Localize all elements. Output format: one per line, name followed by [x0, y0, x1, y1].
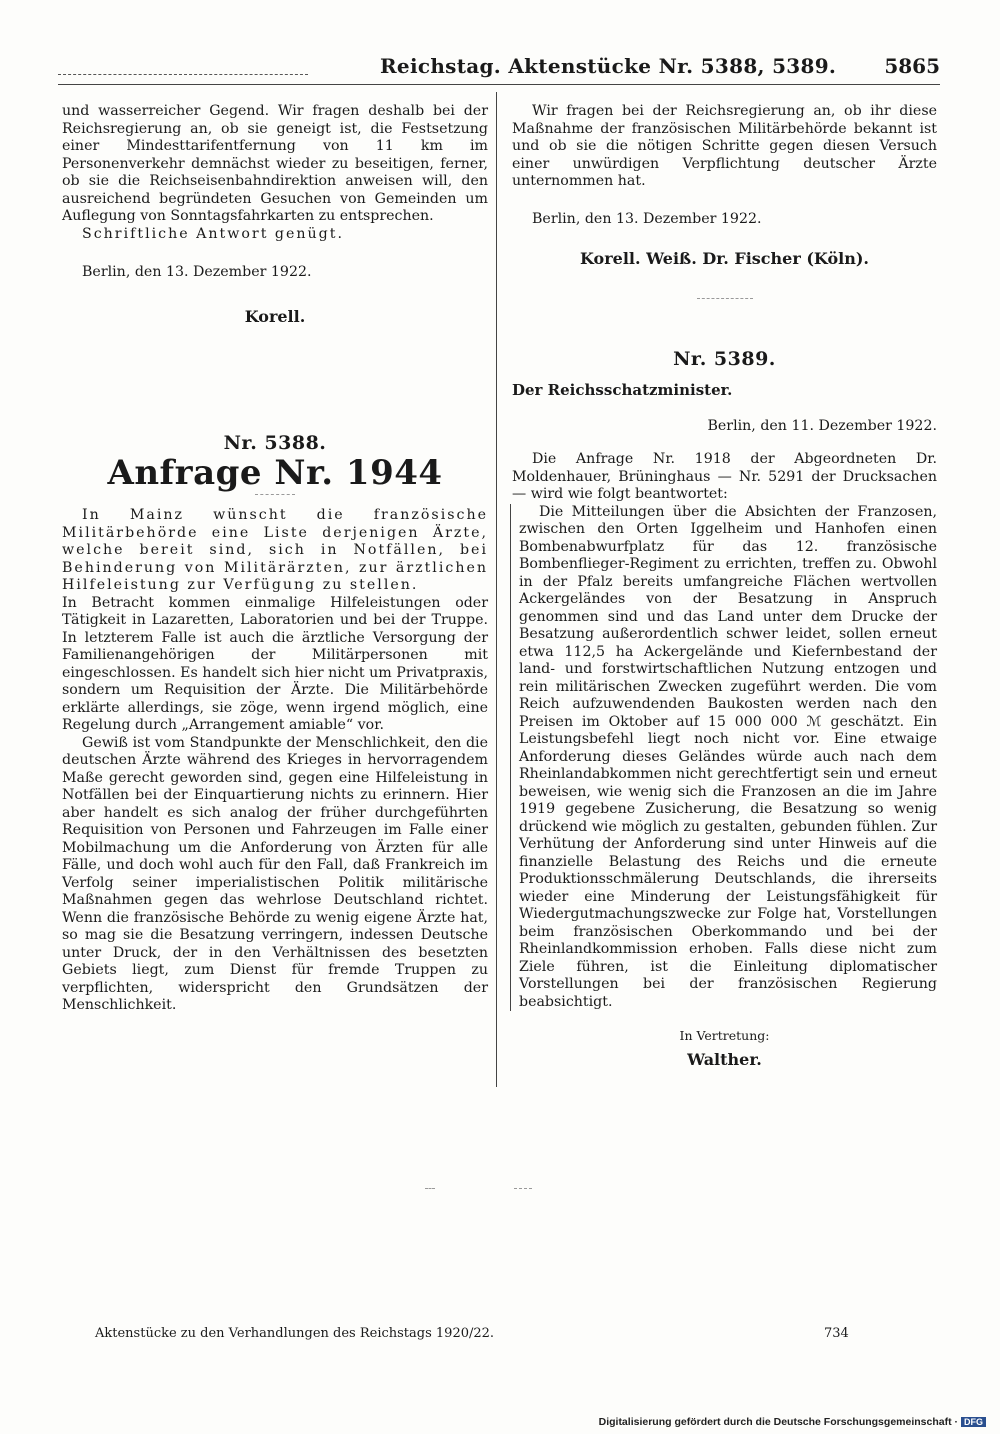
footer-number: 734	[824, 1326, 849, 1341]
header-rule	[58, 84, 940, 85]
written-answer-note: Schriftliche Antwort genügt.	[82, 225, 344, 242]
document-number: Nr. 5389.	[673, 347, 776, 370]
page-header-title: Reichstag. Aktenstücke Nr. 5388, 5389.	[380, 54, 837, 78]
document-number: Nr. 5388.	[223, 432, 327, 454]
inquiry-heading: Anfrage Nr. 1944	[107, 452, 443, 493]
date-line: Berlin, den 13. Dezember 1922.	[82, 264, 312, 280]
signatories: Korell. Weiß. Dr. Fischer (Köln).	[580, 249, 869, 268]
separator	[255, 494, 295, 495]
column-divider	[496, 92, 497, 1087]
dfg-logo-icon: DFG	[961, 1417, 986, 1427]
right-column	[512, 103, 937, 1068]
digitization-credit	[599, 1416, 986, 1428]
continued-text: Wir fragen bei der Reichsregierung an, ob ihr diese Maßnahme der französischen Militärbehörde bekannt ist und ob sie die nötigen Schritte gegen diesen Versuch einer unwürdigen Verpflichtung deutscher Ärzte unternommen hat.	[512, 103, 937, 189]
signature: Korell.	[244, 306, 306, 326]
credit-text: Digitalisierung gefördert durch die Deutsche Forschungsgemeinschaft ·	[598, 1416, 958, 1428]
date-line: Berlin, den 11. Dezember 1922.	[707, 417, 937, 434]
separator	[425, 1188, 435, 1189]
in-representation: In Vertretung:	[679, 1028, 770, 1043]
left-column	[62, 103, 488, 1015]
header-rule-left	[58, 74, 308, 75]
paragraph: In Mainz wünscht die französische Militärbehörde eine Liste derjenigen Ärzte, welche bereit sind, sich in Notfällen, bei Behinderung von Militärärzten, zur ärztlichen Hilfeleistung zur Verfügung zu stellen.	[62, 507, 488, 593]
signature: Walther.	[687, 1049, 762, 1069]
page-header	[58, 52, 940, 88]
ministry-heading: Der Reichsschatzminister.	[512, 381, 733, 399]
footer-text: Aktenstücke zu den Verhandlungen des Reichstags 1920/22.	[95, 1326, 495, 1341]
separator	[514, 1188, 532, 1189]
intro-paragraph: Die Anfrage Nr. 1918 der Abgeordneten Dr. Moldenhauer, Brüninghaus — Nr. 5291 der Drucksachen — wird wie folgt beantwortet:	[512, 451, 937, 502]
separator	[697, 298, 753, 299]
page-number: 5865	[884, 54, 940, 78]
answer-block	[510, 504, 937, 1012]
answer-text: Die Mitteilungen über die Absichten der Franzosen, zwischen den Orten Iggelheim und Hanhofen einen Bombenabwurfplatz für das 12. französische Bombenflieger-Regiment zu errichten, treffen zu. Obwohl in der Pfalz bereits umfangreiche Flächen wertvollen Ackergeländes von der Besatzung in Anspruch genommen sind und das Land unter dem Drucke der Besatzung außerordentlich schwer leidet, sollen erneut etwa 112,5 ha Ackergelände und Kiefernbestand der land- und forstwirtschaftlichen Nutzung entzogen und rein militärischen Zwecken zugeführt werden. Die vom Reich aufzuwendenden Baukosten werden nach den Preisen im Oktober auf 15 000 000 ℳ geschätzt. Ein Leistungsbefehl liegt noch nicht vor. Eine etwaige Anforderung dieses Geländes würde auch nach dem Rheinlandabkommen nicht gerechtfertigt sein und erneut beweisen, wie wenig sich die Franzosen an die im Jahre 1919 gegebene Zusicherung, die Besatzung so wenig drückend wie möglich zu gestalten, gebunden fühlen. Zur Verhütung der Anforderung sind unter Hinweis auf die finanzielle Belastung des Reichs und die erneute Produktionsschmälerung Deutschlands, die ihrerseits wieder eine Minderung der Leistungsfähigkeit für Wiedergutmachungszwecke zur Folge hat, Vorstellungen beim französischen Oberkommando und bei der Rheinlandkommission erhoben. Falls diese nicht zum Ziele führen, ist die Einleitung diplomatischer Vorstellungen bei der französischen Regierung beabsichtigt.	[519, 503, 937, 1010]
paragraph: In Betracht kommen einmalige Hilfeleistungen oder Tätigkeit in Lazaretten, Laboratorien und bei der Truppe. In letzterem Falle ist auch die ärztliche Versorgung der Familienangehörigen der Militärpersonen mit eingeschlossen. Es handelt sich hier nicht um Privatpraxis, sondern um Requisition der Ärzte. Die Militärbehörde erklärte allerdings, sie zöge, wenn irgend möglich, eine Regelung durch „Arrangement amiable“ vor.	[62, 594, 488, 733]
date-line: Berlin, den 13. Dezember 1922.	[532, 210, 762, 227]
continued-text: und wasserreicher Gegend. Wir fragen deshalb bei der Reichsregierung an, ob sie geneigt ist, die Festsetzung einer Mindesttarifentfernung von 11 km im Personenverkehr demnächst wieder zu beseitigen, ferner, ob sie die Reichseisenbahndirektion anweisen will, den ausreichend begründeten Gesuchen von Gemeinden um Auflegung von Sonntagsfahrkarten zu entsprechen.	[62, 103, 488, 224]
paragraph: Gewiß ist vom Standpunkte der Menschlichkeit, den die deutschen Ärzte während des Krieges in hervorragendem Maße gerecht geworden sind, gegen eine Hilfeleistung in Notfällen bei der Einquartierung nichts zu erinnern. Hier aber handelt es sich analog der früher durchgeführten Requisition von Personen und Fahrzeugen im Falle einer Mobilmachung um die Anforderung von Ärzten für alle Fälle, und doch wohl auch für den Fall, daß Frankreich im Verfolg seiner imperialistischen Politik militärische Maßnahmen gegen das wehrlose Deutschland richtet. Wenn die französische Behörde zu wenig eigene Ärzte hat, so mag sie die Besatzung verringern, indessen Deutsche unter Druck, der in den Verhältnissen des besetzten Gebiets liegt, zum Dienst für fremde Truppen zu verpflichten, widerspricht den Grundsätzen der Menschlichkeit.	[62, 734, 488, 1013]
